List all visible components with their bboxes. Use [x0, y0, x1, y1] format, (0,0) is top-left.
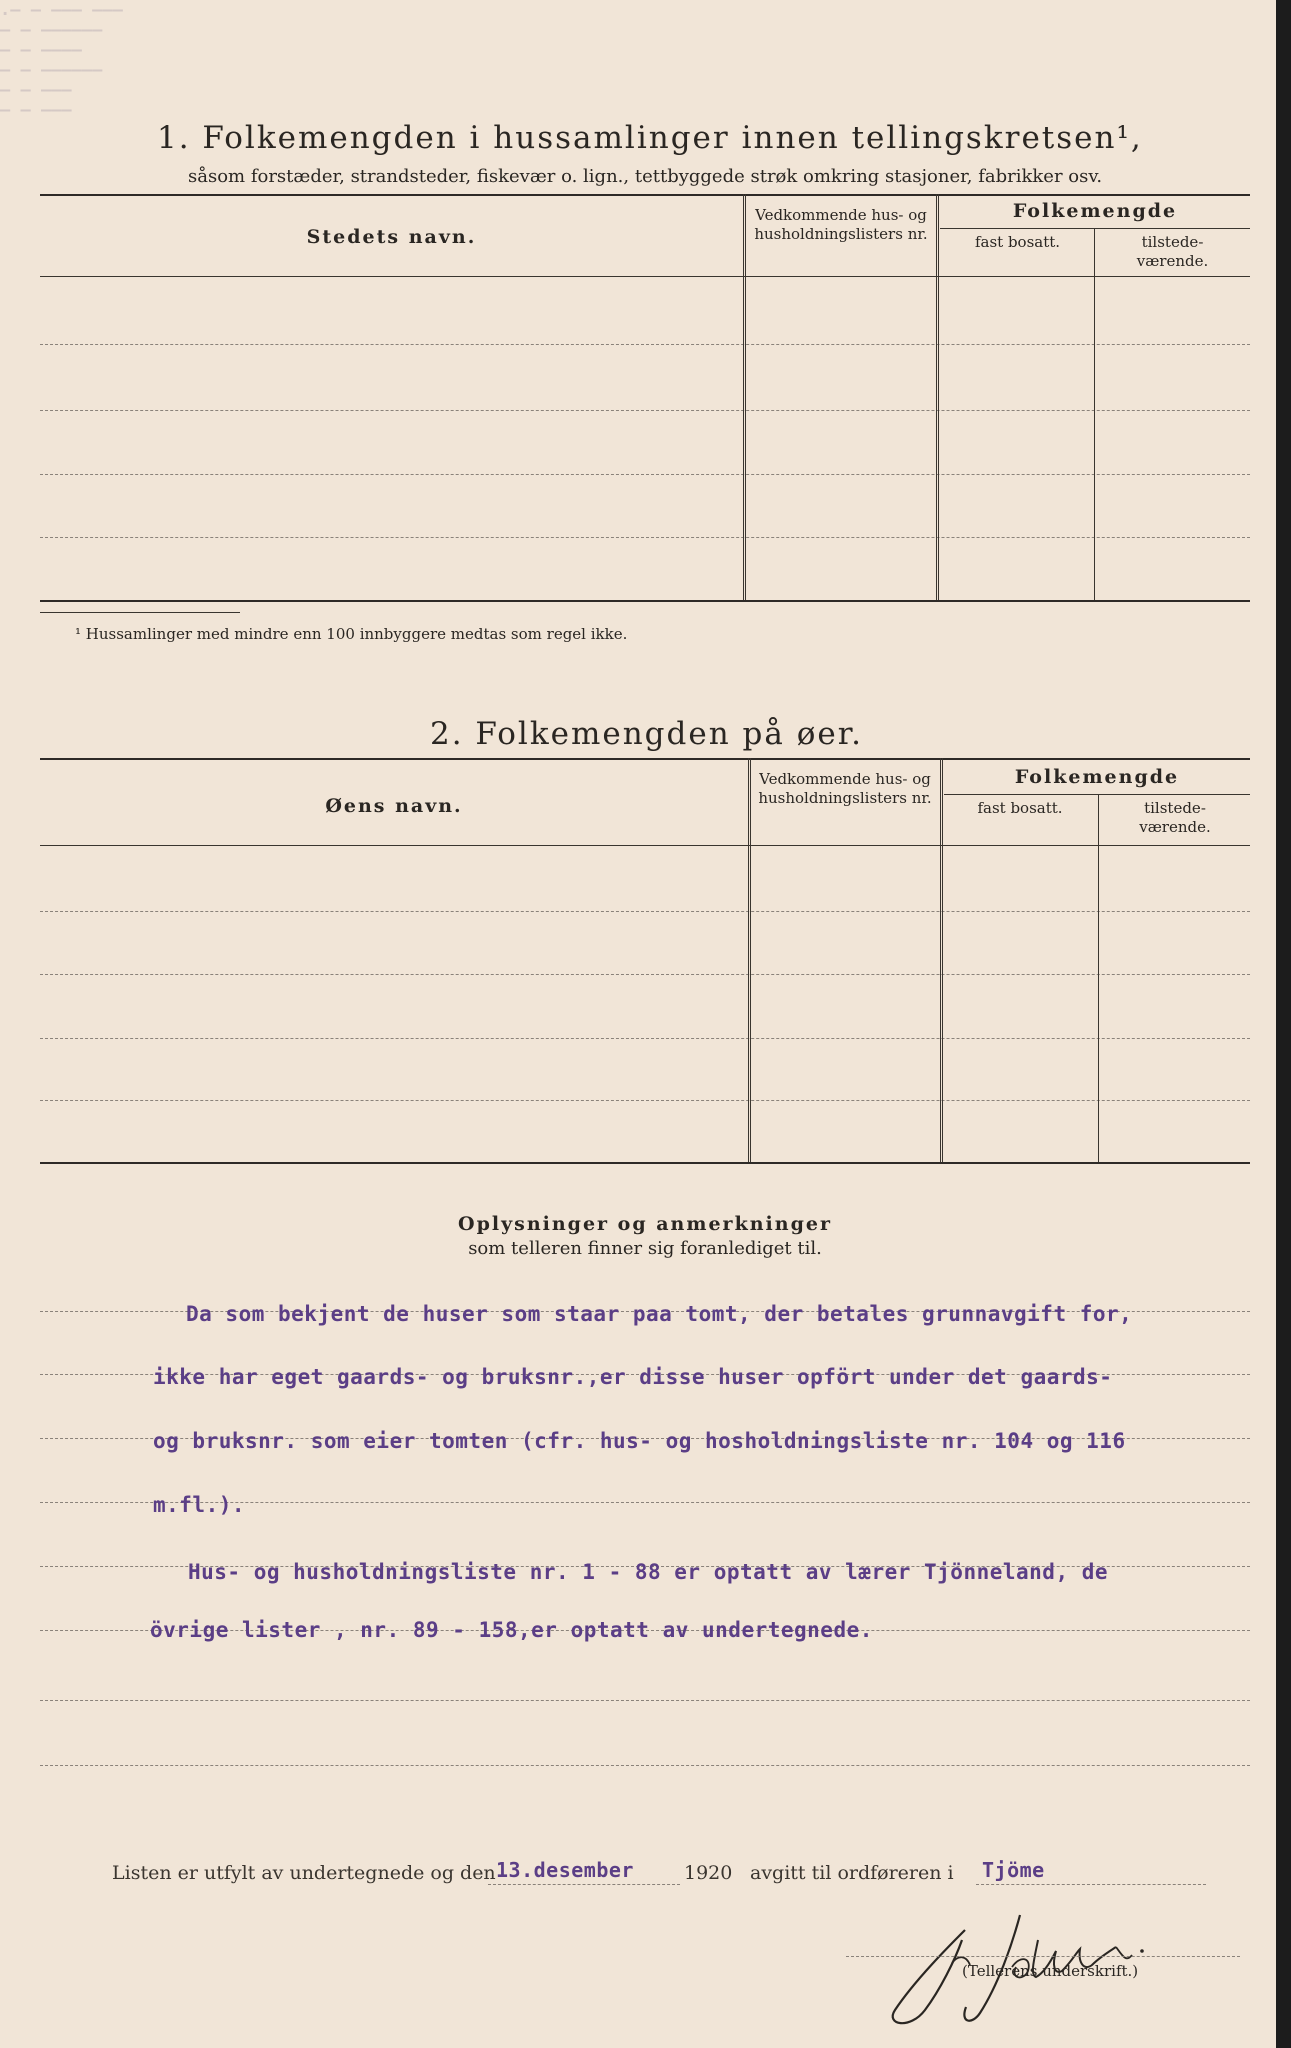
remarks-line: Da som bekjent de huser som staar paa tomt, der betales grunnavgift for,	[186, 1302, 1133, 1326]
remarks-heading: Oplysninger og anmerkninger	[458, 1213, 832, 1235]
section1-col-list: Vedkommende hus- og husholdningslisters nr.	[754, 206, 928, 243]
section1-col-tilstede: tilstede-værende.	[1136, 233, 1209, 270]
section2-col-name: Øens navn.	[325, 795, 463, 817]
remarks-line: övrige lister , nr. 89 - 158,er optatt av undertegnede.	[150, 1618, 873, 1642]
remarks-line: m.fl.).	[153, 1493, 246, 1517]
footer-place: Tjöme	[982, 1858, 1045, 1882]
section1-col-pop: Folkemengde	[1012, 200, 1178, 222]
section1-col-fast: fast bosatt.	[974, 233, 1061, 251]
section1-footnote: ¹ Hussamlinger med mindre enn 100 innbyggere medtas som regel ikke.	[75, 625, 628, 643]
footer-year: 1920	[684, 1862, 733, 1884]
remarks-line: og bruksnr. som eier tomten (cfr. hus- og hosholdningsliste nr. 104 og 116	[153, 1429, 1126, 1453]
bleed-through: .— — ——— ——— — — —————— — — ———— — — —————— — — ——— — — ———	[0, 0, 123, 120]
section2-col-tilstede: tilstede-værende.	[1139, 799, 1211, 836]
section2-title: 2. Folkemengden på øer.	[430, 716, 863, 752]
footer-mid: avgitt til ordføreren i	[750, 1862, 954, 1884]
section2-col-list: Vedkommende hus- og husholdningslisters nr.	[758, 770, 932, 807]
remarks-line: ikke har eget gaards- og bruksnr.,er disse huser opfört under det gaards-	[153, 1365, 1113, 1389]
section1-col-name: Stedets navn.	[306, 226, 477, 248]
signature-handwritten	[880, 1885, 1180, 2035]
remarks-subheading: som telleren finner sig foranlediget til.	[468, 1238, 822, 1259]
section2-col-pop: Folkemengde	[1014, 766, 1180, 788]
footer-prefix: Listen er utfylt av undertegnede og den	[112, 1862, 496, 1884]
footer-date: 13.desember	[496, 1858, 634, 1882]
scan-border	[1276, 0, 1291, 2048]
section2-col-fast: fast bosatt.	[977, 799, 1063, 817]
section1-subtitle: såsom forstæder, strandsteder, fiskevær o. lign., tettbyggede strøk omkring stasjoner, fabrikker osv.	[188, 166, 1103, 187]
signature-label: (Tellerens underskrift.)	[962, 1962, 1139, 1980]
remarks-line: Hus- og husholdningsliste nr. 1 - 88 er optatt av lærer Tjönneland, de	[188, 1560, 1109, 1584]
section1-title: 1. Folkemengden i hussamlinger innen tellingskretsen¹,	[157, 120, 1143, 156]
